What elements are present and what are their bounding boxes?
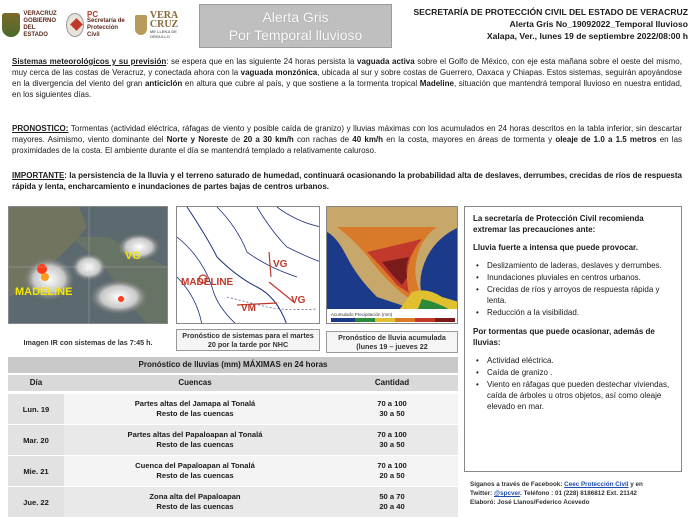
table-row [8,394,458,424]
p1-text-2: sobre el Golfo de México, con eje esta mañana sobre el oeste del mismo, muy cerca de las costas de Veracruz, y conectada ahora con la [12,57,682,77]
p1-text-4: en altura que cubre al país, y que sostiene a la tormenta tropical [182,79,420,88]
logo-veracruz-text: VERACRUZ [23,11,57,17]
recommendations-panel [464,206,682,472]
p2-text-3: con rachas de [293,135,353,144]
p3-text: : la persistencia de la lluvia y el terreno saturado de humedad, continuará ocasionando la probabilidad alta de deslaves, derrumbes, crecidas de ríos de respuesta rápida y lenta, encharcamiento e inundaciones de partes bajas de centros urbanos. [12,171,682,191]
p2-text-5: en las proximidades de la costa. El ambiente durante el día se mantendrá templado a relativamente caluroso. [12,135,683,155]
ir-label-madeline: MADELINE [15,286,73,298]
p2-text-4: en la costa, mayores en áreas de tormenta y [383,135,556,144]
p1-bold-2: vaguada monzónica [240,68,318,77]
row-basin-1: Zona alta del Papaloapan [149,492,241,501]
footer-contact [470,480,685,507]
ir-satellite-image [8,206,168,324]
vera-cruz-logo [135,11,192,39]
ir-label-vg: VG [125,250,141,262]
logo-cruz-text: CRUZ [149,19,179,30]
row-day: Lun. 19 [8,394,64,424]
logo-vera-text: VERA [149,10,179,21]
p1-bold-3: anticiclón [144,79,183,88]
logo-pc-sub1: Secretaría de [87,18,125,24]
list-item: • Reducción a la visibilidad. [473,307,673,318]
list-item: • Crecidas de ríos y arroyos de respuesta rápida y lenta. [473,284,673,306]
logo-strip [2,8,192,42]
p2-text-2: de [228,135,244,144]
p1-text-3: , ubicada al sur y sobre costas de Guerrero, Oaxaca y Chiapas. Estos sistemas, seguirán apoyándose en la divergencia del viento del gran [12,68,682,88]
row-basin-2: Resto de las cuencas [156,502,234,511]
row-basin-1: Partes altas del Jamapa al Tonalá [134,399,256,408]
twitter-link[interactable]: @spcver [494,490,521,497]
header-cantidad: Cantidad [374,378,410,387]
row-basin-2: Resto de las cuencas [156,409,234,418]
list-item: • Caída de granizo . [473,367,673,378]
p2-bold-1: Norte y Noreste [166,135,229,144]
p1-label: Sistemas meteorológicos y su previsión [12,57,167,66]
logo-pc-sub2: Protección Civil [87,25,119,38]
rain-effects-list [473,260,673,318]
p2-text-1: Tormentas (actividad eléctrica, ráfagas de viento y posible caída de granizo) y lluvias máximas con los acumulados en 24 horas descritos en la tabla inferior, sin descartar mayores. Asimismo, viento dominante del [12,124,682,144]
logo-estado-text: DEL ESTADO [23,25,48,38]
pc-seal-icon [66,13,84,37]
storm-effects-list [473,355,673,412]
rain-table-title: Pronóstico de lluvias (mm) MÁXIMAS en 24 horas [8,357,458,373]
rain-caption: Pronóstico de lluvia acumulada (lunes 19 – jueves 22 [326,331,458,353]
p2-bold-2: 20 a 30 km/h [243,135,294,144]
ir-caption: Imagen IR con sistemas de las 7:45 h. [23,338,153,347]
row-basin-2: Resto de las cuencas [156,471,234,480]
row-amount-1: 70 a 100 [377,461,407,470]
pc-logo [66,11,126,39]
panel-intro: La secretaría de Protección Civil recomienda extremar las precauciones ante: [473,214,644,234]
footer-facebook-tail: y en [628,481,643,488]
p1-text-5: , situación que mantendrá temporal lluvioso en nuestra entidad, en los siguientes días. [12,79,682,99]
list-item: • Deslizamiento de laderas, deslaves y derrumbes. [473,260,673,271]
map-caption: Pronóstico de sistemas para el martes 20 por la tarde por NHC [176,329,320,351]
logo-vera-slogan: ME LLENA DE ORGULLO [149,29,177,39]
agency-name: SECRETARÍA DE PROTECCIÓN CIVIL DEL ESTADO DE VERACRUZ [413,7,688,17]
row-day: Jue. 22 [8,487,64,517]
accumulated-rain-map [326,206,458,324]
rain-table-header [8,375,458,391]
alert-subtitle: Por Temporal lluvioso [228,27,363,43]
place-date: Xalapa, Ver., lunes 19 de septiembre 2022/08:00 h [486,31,688,41]
forecast-paragraph [12,123,682,156]
list-item: • Viento en ráfagas que pueden destechar viviendas, caída de árboles u otros objetos, así como oleaje elevado en mar. [473,379,673,412]
row-amount-1: 70 a 100 [377,430,407,439]
coat-of-arms-icon [2,13,20,37]
header-info [398,6,688,42]
row-amount-2: 30 a 50 [379,409,405,418]
map-label-vg-1: VG [273,259,288,270]
logo-gobierno-text: GOBIERNO [23,18,57,24]
alert-title-box [199,4,392,48]
footer-facebook-text: Síganos a través de Facebook: [470,481,565,488]
map-label-vm: VM [241,303,256,314]
header-dia: Día [29,378,43,387]
table-row [8,487,458,517]
p2-bold-3: 40 km/h [352,135,384,144]
table-row [8,456,458,486]
list-item: • Actividad eléctrica. [473,355,673,366]
row-day: Mie. 21 [8,456,64,486]
row-day: Mar. 20 [8,425,64,455]
header-cuencas: Cuencas [178,378,212,387]
header [0,0,690,50]
forecast-systems-map [176,206,320,324]
panel-subheading-rain: Lluvia fuerte a intensa que puede provocar. [473,243,638,252]
row-basin-1: Partes altas del Papaloapan al Tonalá [127,430,263,439]
p2-label: PRONOSTICO: [12,124,69,133]
list-item: • Inundaciones pluviales en centros urbanos. [473,272,673,283]
table-row [8,425,458,455]
row-amount-2: 20 a 40 [379,502,405,511]
p2-bold-4: oleaje de 1.0 a 1.5 metros [555,135,657,144]
row-amount-1: 50 a 70 [379,492,405,501]
meteorological-systems-paragraph [12,56,682,100]
vera-cruz-emblem-icon [135,15,147,35]
facebook-link[interactable]: Ceec Protección Civil [564,481,629,488]
footer-twitter-text: Twitter: [470,490,495,497]
bulletin-number: Alerta Gris No_19092022_Temporal lluvioso [509,19,688,29]
p1-bold-4: Madeline [419,79,454,88]
p1-text-1: : se espera que en las siguiente 24 horas persista la [166,57,357,66]
logo-pc-text: PC [87,10,99,19]
panel-subheading-storms: Por tormentas que puede ocasionar, además de lluvias: [473,327,655,347]
p3-label: IMPORTANTE [12,171,65,180]
footer-phone: . Teléfono : 01 (228) 8186812 Ext. 21142 [520,490,637,497]
row-amount-2: 30 a 50 [379,440,405,449]
alert-title: Alerta Gris [262,9,329,25]
row-amount-2: 20 a 50 [379,471,405,480]
row-basin-2: Resto de las cuencas [156,440,234,449]
row-amount-1: 70 a 100 [377,399,407,408]
footer-authors: Elaboró: José Llanos/Federico Acevedo [470,499,590,506]
p1-bold-1: vaguada activa [357,57,415,66]
map-label-madeline: MADELINE [181,277,234,288]
important-paragraph [12,170,682,192]
veracruz-gobierno-logo [2,11,58,39]
map-label-vg-2: VG [291,295,306,306]
row-basin-1: Cuenca del Papaloapan al Tonalá [135,461,255,470]
rain-scale-label: Acumulado Precipitación (mm) [331,312,393,317]
